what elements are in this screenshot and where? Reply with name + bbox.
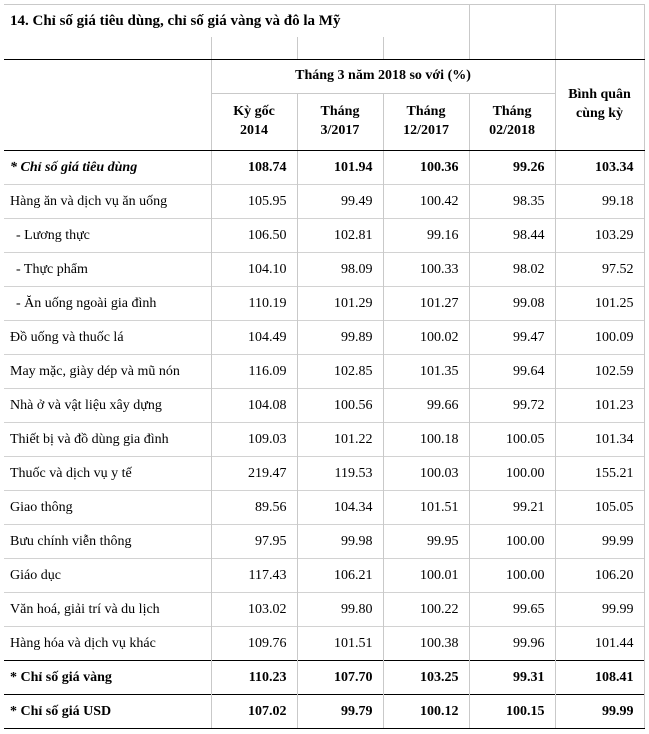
value-cell: 99.79 [297,695,383,729]
value-cell: 101.25 [555,287,644,321]
value-cell: 101.35 [383,355,469,389]
value-cell: 99.49 [297,185,383,219]
row-label: Hàng ăn và dịch vụ ăn uống [4,185,211,219]
value-cell: 109.03 [211,423,297,457]
table-row [4,627,644,661]
value-cell: 99.65 [469,593,555,627]
value-cell: 105.95 [211,185,297,219]
value-cell: 99.89 [297,321,383,355]
value-cell: 98.09 [297,253,383,287]
value-cell: 100.56 [297,389,383,423]
value-cell: 99.31 [469,661,555,695]
value-cell: 100.03 [383,457,469,491]
value-cell: 109.76 [211,627,297,661]
empty-cell [4,37,211,60]
value-cell: 99.08 [469,287,555,321]
table-title: 14. Chỉ số giá tiêu dùng, chỉ số giá vàng và đô la Mỹ [4,5,469,38]
value-cell: 99.99 [555,695,644,729]
empty-cell [211,37,297,60]
table-body [4,5,644,729]
value-cell: 98.02 [469,253,555,287]
row-label: Đồ uống và thuốc lá [4,321,211,355]
value-cell: 99.64 [469,355,555,389]
row-label: Giáo dục [4,559,211,593]
row-label: Thiết bị và đồ dùng gia đình [4,423,211,457]
header-col-line1: Tháng [320,104,360,120]
value-cell: 101.51 [297,627,383,661]
row-label: Hàng hóa và dịch vụ khác [4,627,211,661]
value-cell: 219.47 [211,457,297,491]
table-row [4,355,644,389]
value-cell: 100.15 [469,695,555,729]
value-cell: 99.26 [469,151,555,185]
table-row [4,593,644,627]
header-col-02-2018 [469,94,555,151]
value-cell: 104.08 [211,389,297,423]
value-cell: 102.59 [555,355,644,389]
table-row [4,219,644,253]
value-cell: 101.51 [383,491,469,525]
value-cell: 99.16 [383,219,469,253]
value-cell: 89.56 [211,491,297,525]
empty-cell [555,37,644,60]
table-row [4,695,644,729]
row-label: Nhà ở và vật liệu xây dựng [4,389,211,423]
table-row [4,661,644,695]
value-cell: 101.22 [297,423,383,457]
value-cell: 101.29 [297,287,383,321]
table-row [4,389,644,423]
row-label: Văn hoá, giải trí và du lịch [4,593,211,627]
value-cell: 100.00 [469,457,555,491]
value-cell: 100.36 [383,151,469,185]
value-cell: 99.99 [555,593,644,627]
value-cell: 100.09 [555,321,644,355]
value-cell: 100.01 [383,559,469,593]
header-col-line2: 02/2018 [489,123,535,138]
header-col-12-2017 [383,94,469,151]
value-cell: 108.41 [555,661,644,695]
value-cell: 107.02 [211,695,297,729]
value-cell: 98.35 [469,185,555,219]
row-label: * Chỉ số giá USD [4,695,211,729]
row-label: Bưu chính viễn thông [4,525,211,559]
value-cell: 100.02 [383,321,469,355]
header-avg-line1: Bình quân [568,87,631,103]
value-cell: 102.85 [297,355,383,389]
value-cell: 100.00 [469,559,555,593]
value-cell: 99.21 [469,491,555,525]
row-label: - Lương thực [4,219,211,253]
header-col-line2: 2014 [240,123,268,138]
value-cell: 103.25 [383,661,469,695]
title-spacer-cell [469,5,555,38]
header-label-cell [4,60,211,151]
header-row-group [4,60,644,94]
empty-cell [469,37,555,60]
header-col-3-2017 [297,94,383,151]
value-cell: 101.44 [555,627,644,661]
header-group-label: Tháng 3 năm 2018 so với (%) [211,60,555,94]
table-row [4,491,644,525]
value-cell: 99.99 [555,525,644,559]
value-cell: 101.34 [555,423,644,457]
value-cell: 100.05 [469,423,555,457]
value-cell: 99.96 [469,627,555,661]
value-cell: 155.21 [555,457,644,491]
row-label: Thuốc và dịch vụ y tế [4,457,211,491]
value-cell: 103.02 [211,593,297,627]
header-avg-line2: cùng kỳ [575,106,624,121]
header-avg [555,60,644,151]
value-cell: 100.12 [383,695,469,729]
value-cell: 99.72 [469,389,555,423]
value-cell: 119.53 [297,457,383,491]
table-row [4,525,644,559]
row-label: May mặc, giày dép và mũ nón [4,355,211,389]
title-spacer-cell [555,5,644,38]
value-cell: 100.00 [469,525,555,559]
title-row [4,5,644,38]
value-cell: 103.29 [555,219,644,253]
value-cell: 117.43 [211,559,297,593]
header-col-base [211,94,297,151]
gap-row [4,37,644,60]
table-row [4,287,644,321]
value-cell: 101.94 [297,151,383,185]
value-cell: 104.10 [211,253,297,287]
value-cell: 106.50 [211,219,297,253]
table-row [4,185,644,219]
value-cell: 104.34 [297,491,383,525]
table-row [4,253,644,287]
value-cell: 98.44 [469,219,555,253]
row-label: * Chỉ số giá tiêu dùng [4,151,211,185]
header-col-line1: Tháng [406,104,446,120]
header-col-line2: 3/2017 [320,123,360,138]
value-cell: 99.18 [555,185,644,219]
table-row [4,151,644,185]
value-cell: 100.22 [383,593,469,627]
header-col-line1: Tháng [492,104,532,120]
row-label: - Ăn uống ngoài gia đình [4,287,211,321]
empty-cell [297,37,383,60]
value-cell: 107.70 [297,661,383,695]
value-cell: 99.47 [469,321,555,355]
value-cell: 104.49 [211,321,297,355]
value-cell: 100.33 [383,253,469,287]
value-cell: 101.23 [555,389,644,423]
value-cell: 99.95 [383,525,469,559]
table-row [4,457,644,491]
value-cell: 102.81 [297,219,383,253]
value-cell: 100.38 [383,627,469,661]
value-cell: 103.34 [555,151,644,185]
value-cell: 105.05 [555,491,644,525]
value-cell: 116.09 [211,355,297,389]
value-cell: 100.18 [383,423,469,457]
value-cell: 99.80 [297,593,383,627]
price-index-table [4,4,645,729]
header-col-line1: Kỳ gốc [233,104,275,120]
value-cell: 106.21 [297,559,383,593]
value-cell: 101.27 [383,287,469,321]
row-label: Giao thông [4,491,211,525]
value-cell: 106.20 [555,559,644,593]
value-cell: 99.98 [297,525,383,559]
value-cell: 100.42 [383,185,469,219]
empty-cell [383,37,469,60]
table-row [4,423,644,457]
row-label: - Thực phẩm [4,253,211,287]
value-cell: 110.19 [211,287,297,321]
value-cell: 108.74 [211,151,297,185]
row-label: * Chỉ số giá vàng [4,661,211,695]
value-cell: 97.52 [555,253,644,287]
table-row [4,559,644,593]
table-row [4,321,644,355]
value-cell: 97.95 [211,525,297,559]
value-cell: 110.23 [211,661,297,695]
value-cell: 99.66 [383,389,469,423]
header-col-line2: 12/2017 [403,123,449,138]
